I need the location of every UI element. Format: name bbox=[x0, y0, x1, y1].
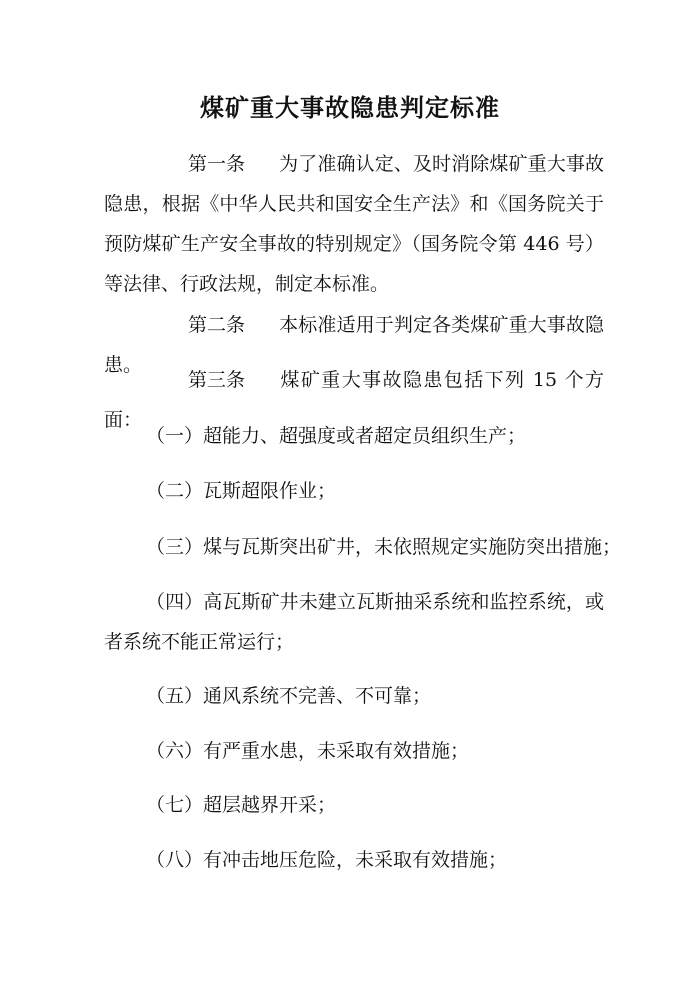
list-item: （八）有冲击地压危险，未采取有效措施； bbox=[146, 849, 508, 871]
article-2-text: 本标准适用于判定各类煤矿重大事故隐患。 bbox=[104, 314, 604, 376]
list-item: （五）通风系统不完善、不可靠； bbox=[146, 685, 432, 707]
article-1-label: 第一条 bbox=[188, 153, 246, 175]
list-item: （四）高瓦斯矿井未建立瓦斯抽采系统和监控系统，或者系统不能正常运行； bbox=[104, 591, 604, 653]
article-2-label: 第二条 bbox=[188, 314, 246, 336]
article-3-label: 第三条 bbox=[188, 369, 246, 391]
list-item: （三）煤与瓦斯突出矿井，未依照规定实施防突出措施； bbox=[146, 536, 622, 558]
list-item: （七）超层越界开采； bbox=[146, 794, 337, 816]
list-item: （一）超能力、超强度或者超定员组织生产； bbox=[146, 425, 527, 447]
article-1 bbox=[104, 144, 604, 304]
article-3-text: 煤矿重大事故隐患包括下列 15 个方面： bbox=[104, 369, 604, 431]
list-item: （二）瓦斯超限作业； bbox=[146, 480, 337, 502]
list-item: （六）有严重水患，未采取有效措施； bbox=[146, 740, 470, 762]
document-title: 煤矿重大事故隐患判定标准 bbox=[200, 93, 500, 122]
article-1-text: 为了准确认定、及时消除煤矿重大事故隐患，根据《中华人民共和国安全生产法》和《国务院关于预防煤矿生产安全事故的特别规定》（国务院令第 446 号）等法律、行政法规，制定本标准。 bbox=[104, 153, 604, 295]
